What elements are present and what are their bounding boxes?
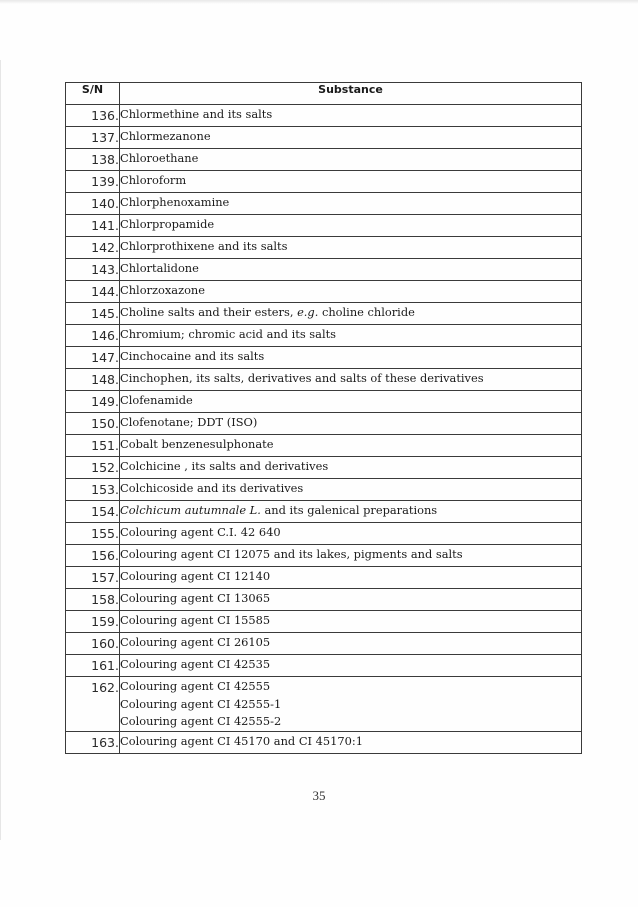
serial-number-cell: 163. [66,731,120,753]
substance-cell [120,655,582,677]
substance-name: Colouring agent CI 42535 [120,657,271,671]
substance-name: Colouring agent CI 13065 [120,591,271,605]
substance-name: Cobalt benzenesulphonate [120,437,274,451]
serial-number-cell: 159. [66,611,120,633]
table-row [66,369,582,391]
substance-name: Chlorprothixene and its salts [120,239,288,253]
serial-number-cell: 147. [66,347,120,369]
substance-name: Chlormezanone [120,129,211,143]
table-row [66,731,582,753]
table-row [66,479,582,501]
serial-number-cell: 160. [66,633,120,655]
serial-number-cell: 156. [66,545,120,567]
table-row [66,237,582,259]
substance-name: Chlortalidone [120,261,199,275]
table-header-row [66,83,582,105]
substance-name: Colchicum autumnale L. and its galenical preparations [120,503,438,517]
scan-edge-shadow [0,0,638,4]
substance-table [65,82,582,754]
substance-name: Colchicine , its salts and derivatives [120,459,329,473]
substance-cell [120,369,582,391]
serial-number-cell: 161. [66,655,120,677]
substance-cell [120,127,582,149]
substance-cell [120,677,582,732]
substance-cell [120,545,582,567]
substance-cell [120,501,582,523]
substance-cell [120,457,582,479]
italic-term: Colchicum autumnale L. [120,503,261,517]
table-row [66,303,582,325]
substance-name: Chloroform [120,173,187,187]
substance-cell [120,633,582,655]
serial-number-cell: 157. [66,567,120,589]
substance-cell [120,731,582,753]
substance-name: Chloroethane [120,151,199,165]
substance-cell [120,171,582,193]
table-row [66,325,582,347]
serial-number-cell: 136. [66,105,120,127]
substance-name: Colouring agent C.I. 42 640 [120,525,281,539]
table-row [66,127,582,149]
serial-number-cell: 150. [66,413,120,435]
scan-margin-line [0,60,1,840]
serial-number-cell: 145. [66,303,120,325]
serial-number-cell: 151. [66,435,120,457]
substance-cell [120,347,582,369]
substance-cell [120,325,582,347]
serial-number-cell: 137. [66,127,120,149]
serial-number-cell: 141. [66,215,120,237]
table-header [66,83,582,105]
substance-name: Colchicoside and its derivatives [120,481,304,495]
serial-number-cell: 144. [66,281,120,303]
table-row [66,655,582,677]
substance-name: Chlorphenoxamine [120,195,230,209]
table-row [66,545,582,567]
substance-cell [120,611,582,633]
substance-cell [120,215,582,237]
serial-number-cell: 154. [66,501,120,523]
table-row [66,413,582,435]
table-row [66,105,582,127]
table-row [66,677,582,732]
substance-name: Chlorzoxazone [120,283,206,297]
substance-name: Clofenotane; DDT (ISO) [120,415,258,429]
substance-name: Colouring agent CI 42555 [120,679,271,693]
substance-name: Colouring agent CI 42555-1 [120,696,282,711]
substance-name: Colouring agent CI 15585 [120,613,271,627]
substance-name: Colouring agent CI 42555-2 [120,714,282,728]
serial-number-cell: 139. [66,171,120,193]
serial-number-cell: 148. [66,369,120,391]
table-row [66,457,582,479]
table-body [66,105,582,754]
serial-number-cell: 142. [66,237,120,259]
substance-name: Cinchocaine and its salts [120,349,265,363]
table-row [66,501,582,523]
table-row [66,215,582,237]
substance-name: Cinchophen, its salts, derivatives and salts of these derivatives [120,371,484,385]
table-row [66,589,582,611]
serial-number-cell: 149. [66,391,120,413]
table-row [66,281,582,303]
table-row [66,259,582,281]
substance-name: Colouring agent CI 45170 and CI 45170:1 [120,733,363,748]
substance-name: Clofenamide [120,393,193,407]
substance-column-header: Substance [120,83,582,105]
serial-number-cell: 143. [66,259,120,281]
substance-cell [120,149,582,171]
table-row [66,633,582,655]
substance-cell [120,523,582,545]
serial-number-cell: 152. [66,457,120,479]
serial-number-cell: 153. [66,479,120,501]
table-row [66,193,582,215]
substance-name: Choline salts and their esters, e.g. choline chloride [120,305,415,319]
substance-cell [120,281,582,303]
substance-cell [120,413,582,435]
table-row [66,611,582,633]
substance-name: Chromium; chromic acid and its salts [120,327,337,341]
table-row [66,523,582,545]
serial-number-cell: 140. [66,193,120,215]
serial-number-cell: 146. [66,325,120,347]
substance-cell [120,479,582,501]
substance-name: Colouring agent CI 12075 and its lakes, pigments and salts [120,547,463,561]
substance-cell [120,193,582,215]
substance-cell [120,303,582,325]
substance-name: Colouring agent CI 26105 [120,635,271,649]
serial-number-cell: 155. [66,523,120,545]
table-row [66,347,582,369]
substance-name: Chlorpropamide [120,217,215,231]
page-number: 35 [312,788,326,803]
substance-name: Colouring agent CI 12140 [120,569,271,583]
serial-number-cell: 138. [66,149,120,171]
substance-cell [120,105,582,127]
table-row [66,171,582,193]
table-row [66,391,582,413]
substance-name: Chlormethine and its salts [120,107,273,121]
substance-cell [120,589,582,611]
table-row [66,435,582,457]
substance-cell [120,237,582,259]
substance-cell [120,259,582,281]
substance-cell [120,435,582,457]
substance-cell [120,391,582,413]
italic-term: e.g. [297,305,319,319]
serial-number-cell: 162. [66,677,120,732]
sn-column-header: S/N [66,83,120,105]
table-row [66,567,582,589]
serial-number-cell: 158. [66,589,120,611]
table-row [66,149,582,171]
substance-cell [120,567,582,589]
